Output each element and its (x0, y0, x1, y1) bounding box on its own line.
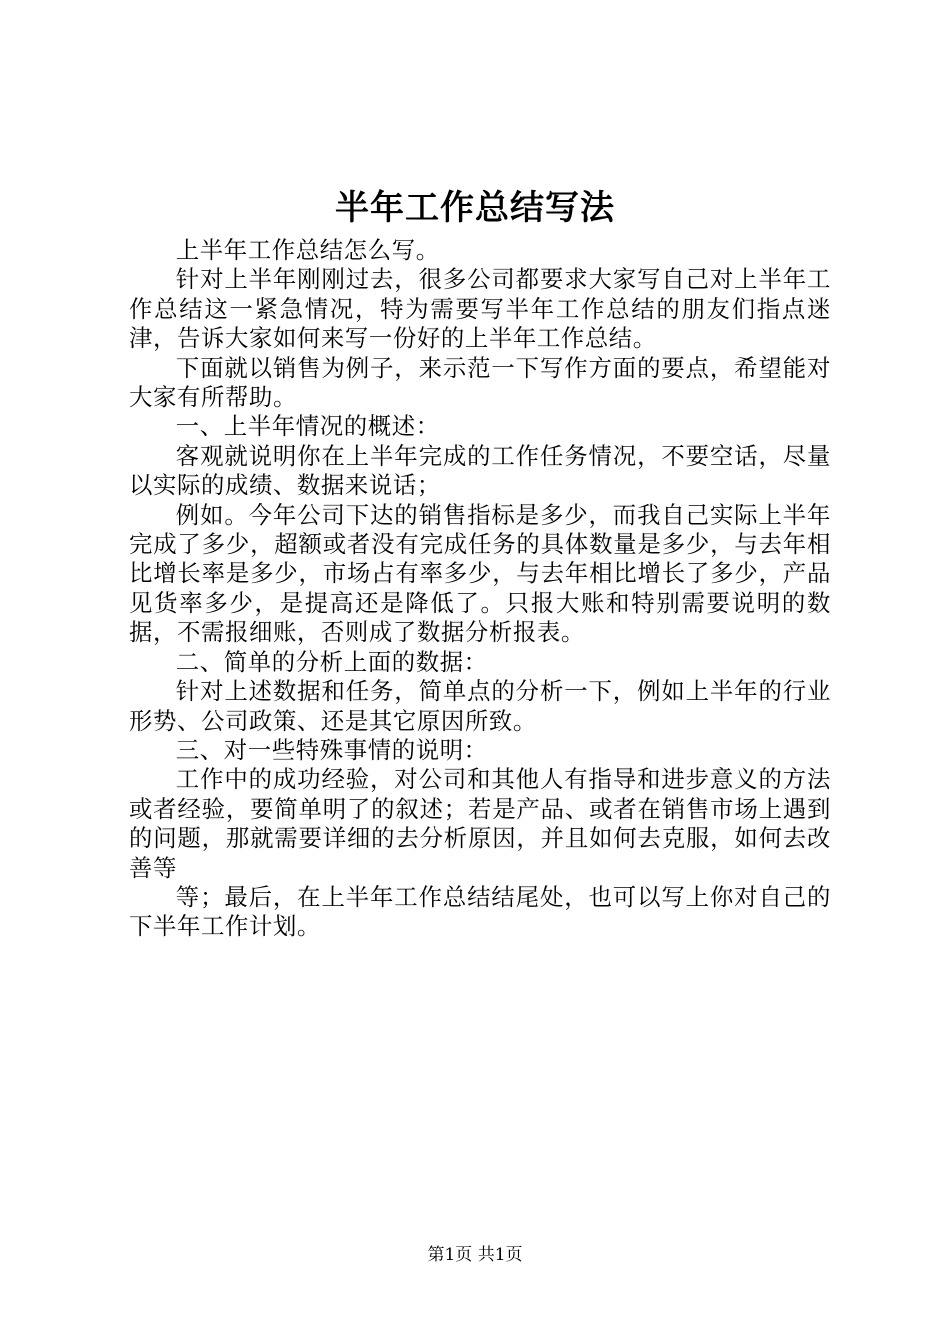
document-title: 半年工作总结写法 (335, 188, 615, 228)
paragraph: 工作中的成功经验，对公司和其他人有指导和进步意义的方法或者经验，要简单明了的叙述；若是产品、或者在销售市场上遇到的问题，那就需要详细的去分析原因，并且如何去克服，如何去改善等 (129, 765, 831, 882)
document-body (129, 236, 831, 942)
paragraph: 针对上述数据和任务，简单点的分析一下，例如上半年的行业形势、公司政策、还是其它原因所致。 (129, 677, 831, 735)
paragraph: 下面就以销售为例子，来示范一下写作方面的要点，希望能对大家有所帮助。 (129, 353, 831, 412)
paragraph: 针对上半年刚刚过去，很多公司都要求大家写自己对上半年工作总结这一紧急情况，特为需要写半年工作总结的朋友们指点迷津，告诉大家如何来写一份好的上半年工作总结。 (129, 265, 831, 353)
paragraph: 等；最后，在上半年工作总结结尾处，也可以写上你对自己的下半年工作计划。 (129, 882, 831, 941)
section-heading: 一、上半年情况的概述： (175, 412, 440, 441)
paragraph: 上半年工作总结怎么写。 (175, 236, 440, 264)
paragraph: 客观就说明你在上半年完成的工作任务情况，不要空话，尽量以实际的成绩、数据来说话； (129, 441, 831, 500)
page-footer: 第1页 共1页 (427, 1245, 523, 1265)
paragraph: 例如。今年公司下达的销售指标是多少，而我自己实际上半年完成了多少，超额或者没有完成任务的具体数量是多少，与去年相比增长率是多少，市场占有率多少，与去年相比增长了多少，产品见货率多少，是提高还是降低了。只报大账和特别需要说明的数据，不需报细账，否则成了数据分析报表。 (129, 500, 831, 647)
section-heading: 二、简单的分析上面的数据： (175, 647, 488, 676)
section-heading: 三、对一些特殊事情的说明： (175, 735, 488, 764)
